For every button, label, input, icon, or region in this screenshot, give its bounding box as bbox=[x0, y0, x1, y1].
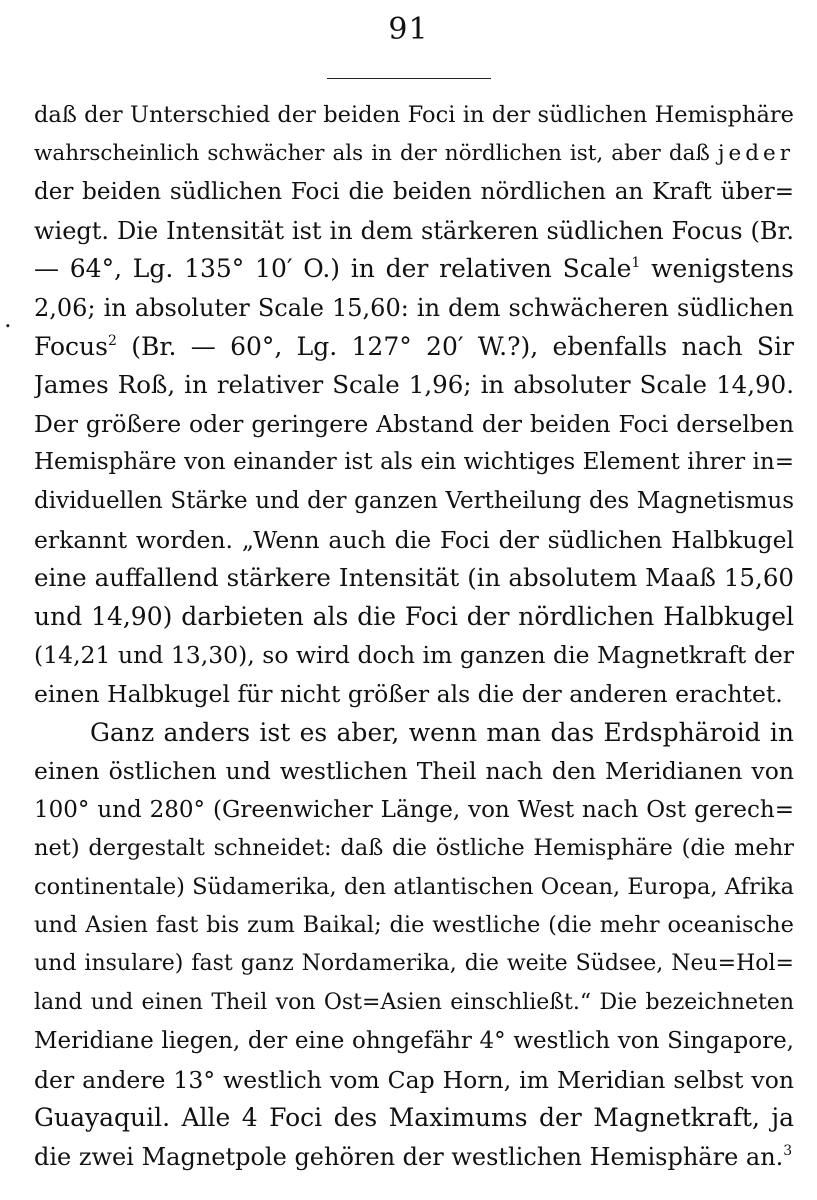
text-line: (14,21 und 13,30), so wird doch im ganzen die Magnetkraft der bbox=[34, 641, 794, 670]
text-line: und Asien fast bis zum Baikal; die westliche (die mehr oceanische bbox=[34, 912, 794, 939]
text-line: erkannt worden. „Wenn auch die Foci der südlichen Halbkugel bbox=[34, 525, 794, 554]
text-line: einen Halbkugel für nicht größer als die der anderen erachtet. bbox=[34, 679, 783, 708]
text-line: — 64°, Lg. 135° 10′ O.) in der relativen Scale$^1$ wenigstens bbox=[34, 254, 794, 284]
text-line: dividuellen Stärke und der ganzen Vertheilung des Magnetismus bbox=[34, 487, 794, 514]
footnote-marker: 1 bbox=[631, 255, 641, 272]
text-line: Guayaquil. Alle 4 Foci des Maximums der Magnetkraft, ja bbox=[34, 1103, 794, 1133]
page-number: 91 bbox=[388, 12, 429, 47]
text-line: und insulare) fast ganz Nordamerika, die weite Südsee, Neu=Hol= bbox=[34, 951, 794, 977]
text-line: net) dergestalt schneidet: daß die östliche Hemisphäre (die mehr bbox=[34, 835, 794, 862]
text-line: 2,06; in absoluter Scale 15,60: in dem schwächeren südlichen bbox=[34, 293, 794, 322]
text-line: Hemisphäre von einander ist als ein wichtiges Element ihrer in= bbox=[34, 449, 794, 476]
text-line: continentale) Südamerika, den atlantischen Ocean, Europa, Afrika bbox=[34, 873, 794, 900]
text-line: land und einen Theil von Ost=Asien einschließt.“ Die bezeichneten bbox=[34, 989, 794, 1015]
text-line: wahrscheinlich schwächer als in der nördlichen ist, aber daß jeder bbox=[34, 140, 794, 166]
margin-mark: . bbox=[4, 305, 12, 333]
text-line: James Roß, in relativer Scale 1,96; in absoluter Scale 14,90. bbox=[34, 370, 794, 400]
text-line: und 14,90) darbieten als die Foci der nördlichen Halbkugel bbox=[34, 601, 794, 631]
text-line: einen östlichen und westlichen Theil nach den Meridianen von bbox=[34, 757, 794, 786]
text-line: die zwei Magnetpole gehören der westlichen Hemisphäre an.$^3$ bbox=[34, 1143, 793, 1172]
text-line: der beiden südlichen Foci die beiden nördlichen an Kraft über= bbox=[34, 179, 794, 206]
text-line: eine auffallend stärkere Intensität (in absolutem Maaß 15,60 bbox=[34, 563, 794, 593]
footnote-marker: 3 bbox=[783, 1143, 793, 1160]
text-line: Focus$^2$ (Br. — 60°, Lg. 127° 20′ W.?), ebenfalls nach Sir bbox=[34, 331, 794, 361]
text-line: Der größere oder geringere Abstand der beiden Foci derselben bbox=[34, 409, 794, 438]
body-text bbox=[34, 96, 794, 1177]
text-line: daß der Unterschied der beiden Foci in der südlichen Hemisphäre bbox=[34, 102, 794, 128]
text-line: 100° und 280° (Greenwicher Länge, von West nach Ost gerech= bbox=[34, 796, 794, 823]
footnote-marker: 2 bbox=[107, 332, 117, 349]
emphasized-word: jeder bbox=[717, 140, 794, 166]
text-line: Ganz anders ist es aber, wenn man das Erdsphäroid in bbox=[90, 717, 794, 747]
text-line: der andere 13° westlich vom Cap Horn, im Meridian selbst von bbox=[34, 1065, 794, 1094]
header-rule bbox=[327, 78, 491, 79]
text-line: wiegt. Die Intensität ist in dem stärkeren südlichen Focus (Br. bbox=[34, 216, 794, 245]
text-line: Meridiane liegen, der eine ohngefähr 4° westlich von Singapore, bbox=[34, 1028, 794, 1055]
